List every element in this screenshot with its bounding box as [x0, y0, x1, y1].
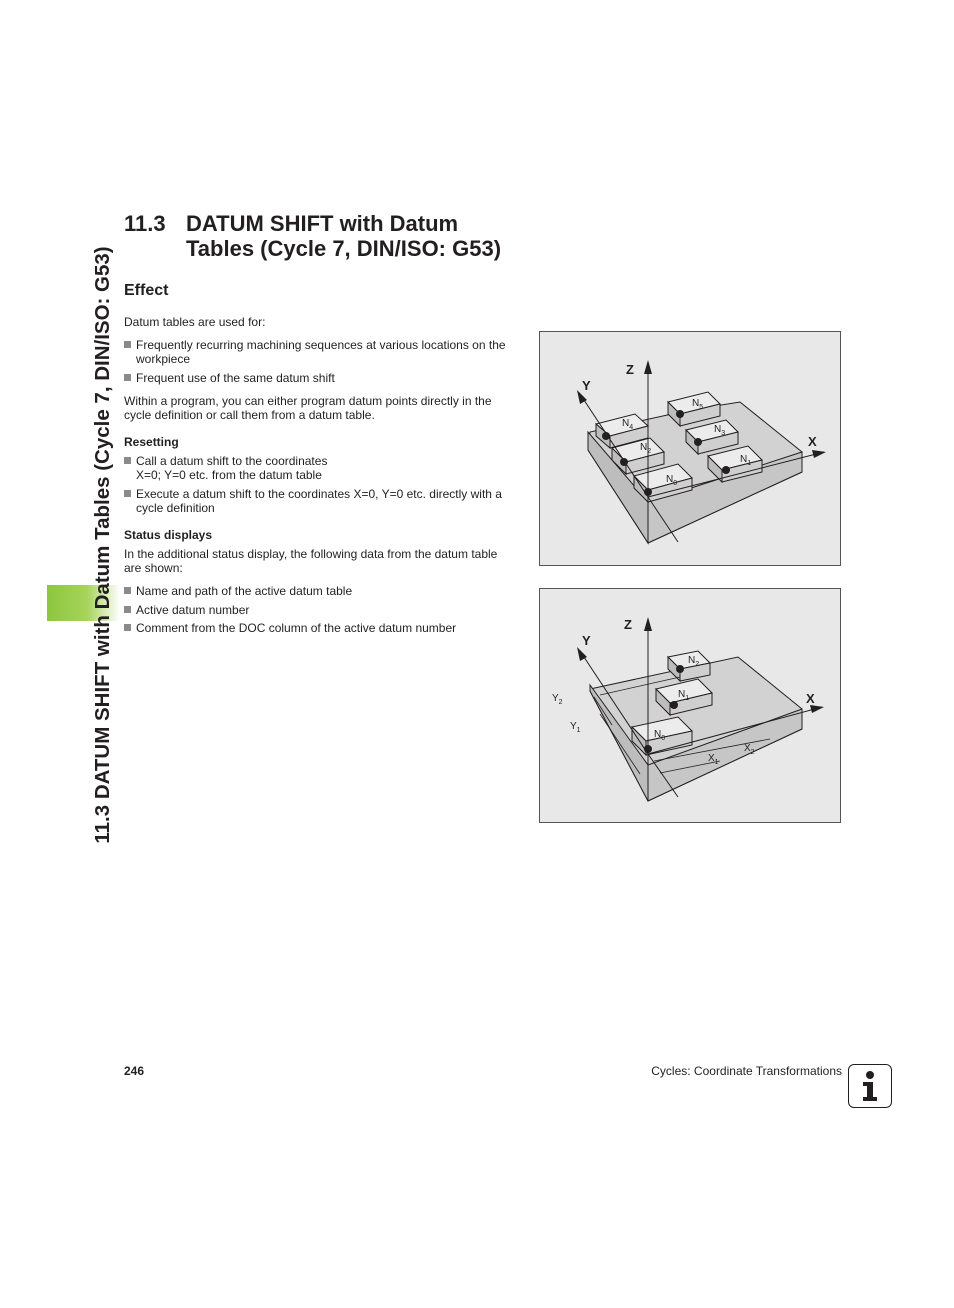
bullet-marker [124, 374, 131, 381]
bullet-marker [124, 341, 131, 348]
paragraph: In the additional status display, the following data from the datum table are shown: [124, 547, 498, 575]
datum-label-n1: $N_1$ [740, 454, 752, 467]
axis-label-y: Y [582, 378, 591, 393]
subsection-title-resetting: Resetting [124, 435, 179, 449]
bullet-marker [124, 606, 131, 613]
figure-2-drawing [540, 589, 842, 824]
datum-label-n0: $N_0$ [666, 474, 678, 487]
axis-label-x: X [808, 434, 817, 449]
dimension-label-x1: $X_1$ [708, 753, 719, 766]
datum-label-n0: $N_0$ [654, 729, 666, 742]
datum-label-n3: $N_3$ [714, 424, 726, 437]
axis-label-x: X [806, 691, 815, 706]
section-title: Effect [124, 282, 169, 299]
dimension-label-y2: $Y_2$ [552, 693, 563, 706]
heading-line-1: DATUM SHIFT with Datum [186, 211, 459, 236]
page-number: 246 [124, 1064, 145, 1078]
axis-label-z: Z [624, 617, 632, 632]
footer-chapter-title: Cycles: Coordinate Transformations [651, 1064, 842, 1078]
axis-label-y: Y [582, 633, 591, 648]
figure-datum-table-workpiece [539, 331, 841, 566]
bullet-marker [124, 624, 131, 631]
datum-label-n4: $N_4$ [622, 418, 634, 431]
axis-label-z: Z [626, 362, 634, 377]
heading-number: 11.3 [124, 211, 166, 236]
intro-text: Datum tables are used for: [124, 315, 266, 329]
dimension-label-x2: $X_2$ [744, 743, 755, 756]
bullet-marker [124, 490, 131, 497]
datum-label-n2: $N_2$ [640, 442, 652, 455]
info-icon [848, 1064, 892, 1108]
datum-label-n1: $N_1$ [678, 689, 690, 702]
dimension-label-y1: $Y_1$ [570, 721, 581, 734]
figure-1-drawing [540, 332, 842, 567]
subsection-title-status: Status displays [124, 528, 213, 542]
bullet-marker [124, 457, 131, 464]
datum-label-n5: $N_5$ [692, 398, 704, 411]
bullet-marker [124, 587, 131, 594]
datum-label-n2: $N_2$ [688, 655, 700, 668]
paragraph: Within a program, you can either program datum points directly in the cycle definition or call them from a datum table. [124, 394, 492, 422]
heading-line-2: Tables (Cycle 7, DIN/ISO: G53) [186, 236, 502, 261]
figure-datum-coordinates [539, 588, 841, 823]
